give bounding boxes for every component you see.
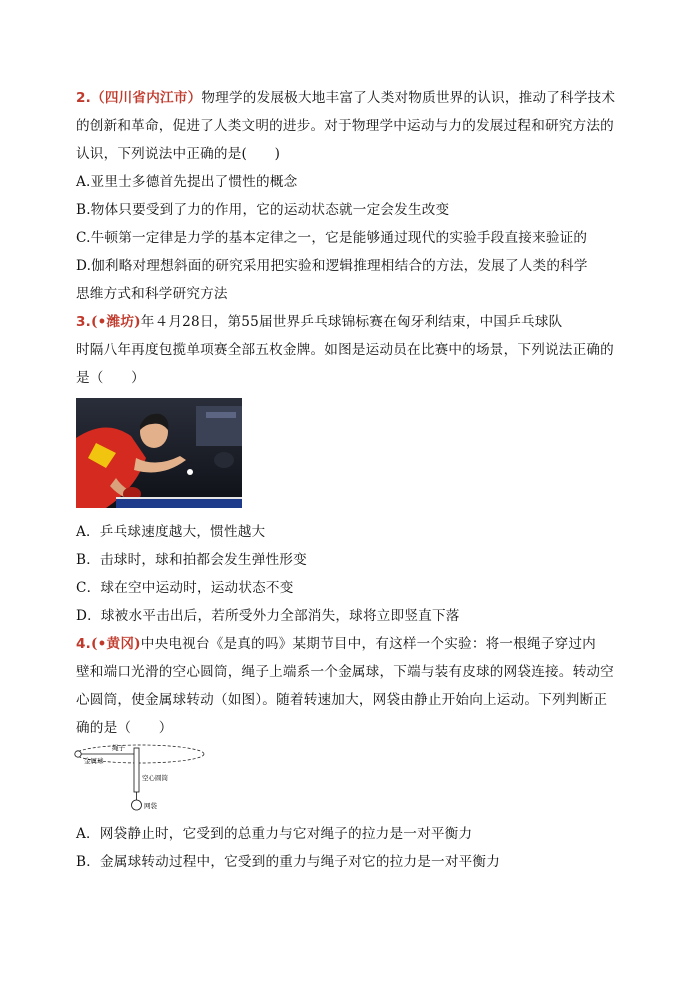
question-stem-line: 确的是（ ）	[76, 720, 173, 736]
question-2-line-1	[76, 84, 636, 112]
net-bag-icon	[132, 800, 142, 810]
metal-ball-icon	[75, 751, 81, 757]
question-number: 4.	[76, 636, 92, 652]
question-2	[76, 84, 636, 308]
question-number: 2.	[76, 90, 92, 106]
option-b: B.物体只要受到了力的作用，它的运动状态就一定会发生改变	[76, 202, 450, 218]
option-d-continued: 思维方式和科学研究方法	[76, 286, 228, 302]
question-stem-line: 认识，下列说法中正确的是( )	[76, 146, 281, 162]
option-c: C.牛顿第一定律是力学的基本定律之一，它是能够通过现代的实验手段直接来验证的	[76, 230, 588, 246]
question-4-line-1	[76, 630, 636, 658]
label-rope: 绳子	[112, 744, 125, 752]
label-tube: 空心圆筒	[142, 774, 168, 782]
question-stem: 年４月28日，第55届世界乒乓球锦标赛在匈牙利结束，中国乒乓球队	[140, 314, 563, 330]
question-stem-line: 心圆筒，使金属球转动（如图）。随着转速加大，网袋由静止开始向上运动。下列判断正	[76, 692, 608, 708]
option-a: A．网袋静止时，它受到的总重力与它对绳子的拉力是一对平衡力	[76, 826, 473, 842]
option-a: A.亚里士多德首先提出了惯性的概念	[76, 174, 298, 190]
question-source: (•潍坊)	[91, 314, 141, 330]
question-number: 3.	[76, 314, 92, 330]
option-c: C．球在空中运动时，运动状态不变	[76, 580, 294, 596]
question-4	[76, 630, 636, 876]
question-stem-line: 时隔八年再度包揽单项赛全部五枚金牌。如图是运动员在比赛中的场景，下列说法正确的	[76, 342, 614, 358]
option-d: D.伽利略对理想斜面的研究采用把实验和逻辑推理相结合的方法，发展了人类的科学	[76, 258, 588, 274]
table-tennis-photo	[76, 398, 242, 508]
label-net-bag: 网袋	[144, 802, 157, 810]
question-stem: 中央电视台《是真的吗》某期节目中，有这样一个实验：将一根绳子穿过内	[140, 636, 596, 652]
question-source: （四川省内江市）	[91, 90, 202, 106]
option-b: B．击球时，球和拍都会发生弹性形变	[76, 552, 307, 568]
question-3-line-1	[76, 308, 636, 336]
question-stem: 物理学的发展极大地丰富了人类对物质世界的认识，推动了科学技术	[201, 90, 616, 106]
option-b: B．金属球转动过程中，它受到的重力与绳子对它的拉力是一对平衡力	[76, 854, 500, 870]
question-stem-line: 的创新和革命，促进了人类文明的进步。对于物理学中运动与力的发展过程和研究方法的	[76, 118, 614, 134]
option-a: A．乒乓球速度越大，惯性越大	[76, 524, 266, 540]
rope-tube-diagram-svg	[72, 742, 212, 816]
question-3	[76, 308, 636, 630]
question-stem-line: 壁和端口光滑的空心圆筒，绳子上端系一个金属球，下端与装有皮球的网袋连接。转动空	[76, 664, 614, 680]
tube-shape	[134, 748, 139, 792]
question-source: (•黄冈)	[91, 636, 141, 652]
document-page	[76, 84, 636, 876]
table-tennis-player-image	[76, 398, 242, 508]
question-stem-line: 是（ ）	[76, 370, 145, 386]
label-metal-ball: 金属球	[84, 757, 104, 765]
rope-tube-diagram	[72, 742, 212, 816]
option-d: D．球被水平击出后，若所受外力全部消失，球将立即竖直下落	[76, 608, 460, 624]
